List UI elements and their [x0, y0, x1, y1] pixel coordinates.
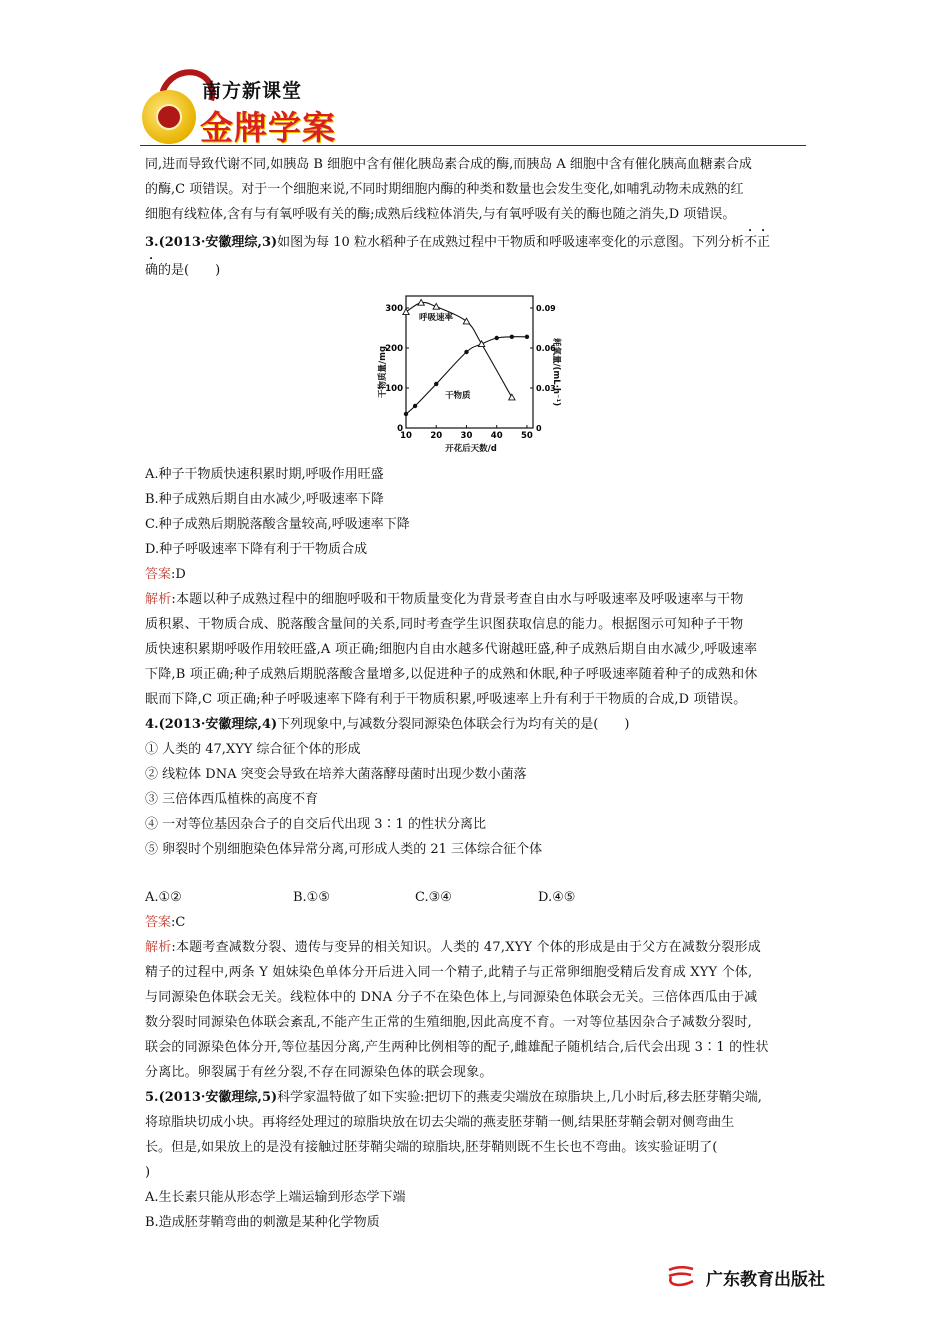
statement-item: ③ 三倍体西瓜植株的高度不育 [145, 792, 319, 807]
analysis-line: 解析:本题考查减数分裂、遗传与变异的相关知识。人类的 47,XYY 个体的形成是由于父方在减数分裂形成 [145, 940, 761, 955]
x-axis-label: 开花后天数/d [445, 444, 497, 454]
x-tick-label: 20 [430, 431, 443, 441]
header [140, 68, 810, 152]
analysis-line: 精子的过程中,两条 Y 姐妹染色单体分开后进入同一个精子,此精子与正常卵细胞受精后发育成 XYY 个体, [145, 965, 753, 980]
question-4-stem [145, 712, 810, 737]
respiration-point [403, 309, 409, 315]
brand-main: 金牌学案 [200, 108, 336, 147]
respiration-point [478, 341, 484, 347]
option-a: A.生长素只能从形态学上端运输到形态学下端 [145, 1190, 406, 1205]
option-d: D.种子呼吸速率下降有利于干物质合成 [145, 542, 368, 557]
y-left-label: 干物质量/mg [378, 345, 388, 399]
analysis-line: 质快速积累期呼吸作用较旺盛,A 项正确;细胞内自由水越多代谢越旺盛,种子成熟后期自由水减少,呼吸速率 [145, 642, 758, 657]
y-left-tick-label: 300 [385, 304, 403, 314]
option-c: C.③④ [415, 890, 452, 905]
analysis-line: 质积累、干物质合成、脱落酸含量间的关系,同时考查学生识图获取信息的能力。根据图示可知种子干物 [145, 617, 744, 632]
stem-emphasis: 不正 [743, 235, 770, 250]
stem-line: ) [145, 1165, 151, 1180]
analysis-line: 分离比。卵裂属于有丝分裂,不存在同源染色体的联会现象。 [145, 1065, 493, 1080]
analysis-label: 解析 [145, 592, 172, 607]
question-source: .(2013·安徽理综,5) [154, 1090, 278, 1105]
series-label-dry-matter: 干物质 [445, 391, 471, 401]
analysis-line: 下降,B 项正确;种子成熟后期脱落酸含量增多,以促进种子的成熟和休眠,种子呼吸速率随着种子的成熟和休 [145, 667, 758, 682]
brand-logo [140, 68, 370, 146]
option-b: B.种子成熟后期自由水减少,呼吸速率下降 [145, 492, 384, 507]
respiration-point [509, 394, 515, 400]
option-b: B.造成胚芽鞘弯曲的刺激是某种化学物质 [145, 1215, 380, 1230]
analysis-line: 与同源染色体联会无关。线粒体中的 DNA 分子不在染色体上,与同源染色体联会无关。三倍体西瓜由于减 [145, 990, 758, 1005]
header-divider [140, 145, 806, 146]
question-number: 4 [145, 717, 155, 732]
analysis-line: 解析:本题以种子成熟过程中的细胞呼吸和干物质量变化为背景考查自由水与呼吸速率及呼吸速率与干物 [145, 592, 744, 607]
option-b: B.①⑤ [293, 890, 330, 905]
x-tick-label: 10 [400, 431, 412, 441]
question-3-stem-cont [145, 255, 810, 282]
analysis-line: 眠而下降,C 项正确;种子呼吸速率下降有利于干物质积累,呼吸速率上升有利于干物质的合成,D 项错误。 [145, 692, 747, 707]
respiration-point [433, 303, 439, 309]
y-left-tick-label: 100 [385, 384, 403, 394]
dry-matter-point [434, 382, 438, 386]
stem-line: 将琼脂块切成小块。再将经处理过的琼脂块放在切去尖端的燕麦胚芽鞘一侧,结果胚芽鞘会朝对侧弯曲生 [145, 1115, 735, 1130]
analysis-label: 解析 [145, 940, 172, 955]
dry-matter-point [404, 412, 408, 416]
dry-matter-point [510, 335, 514, 339]
question-3-stem [145, 227, 810, 255]
option-a: A.①② [145, 890, 182, 905]
stem-text: 下列现象中,与减数分裂同源染色体联会行为均有关的是( ) [277, 717, 630, 732]
question-5-stem [145, 1085, 810, 1110]
y-right-tick-label: 0.09 [536, 304, 556, 313]
stem-line: 长。但是,如果放上的是没有接触过胚芽鞘尖端的琼脂块,胚芽鞘则既不生长也不弯曲。该实验证明了( [145, 1140, 718, 1155]
y-left-tick-label: 0 [397, 424, 403, 434]
main-content [145, 152, 810, 1235]
option-a: A.种子干物质快速积累时期,呼吸作用旺盛 [145, 467, 384, 482]
analysis-line: 联会的同源染色体分开,等位基因分离,产生两种比例相等的配子,雌雄配子随机结合,后代会出现 3∶1 的性状 [145, 1040, 769, 1055]
stem-emphasis: 确 [145, 263, 159, 278]
brand-top: 南方新课堂 [202, 80, 303, 102]
answer-value: :C [171, 915, 186, 930]
analysis-line: 数分裂时同源染色体联会紊乱,不能产生正常的生殖细胞,因此高度不育。一对等位基因杂合子减数分裂时, [145, 1015, 752, 1030]
footer [666, 1264, 866, 1292]
respiration-point [463, 318, 469, 324]
stem-text: 的是( ) [158, 263, 221, 278]
question-number: 5 [145, 1090, 155, 1105]
answer-label: 答案 [145, 915, 172, 930]
question-number: 3 [145, 235, 155, 250]
answer [145, 562, 810, 587]
intro-line: 的酶,C 项错误。对于一个细胞来说,不同时期细胞内酶的种类和数量也会发生变化,如哺乳动物未成熟的红 [145, 182, 744, 197]
statement-item: ④ 一对等位基因杂合子的自交后代出现 3∶1 的性状分离比 [145, 817, 486, 832]
options-row [145, 885, 810, 910]
dry-matter-point [464, 350, 468, 354]
series-line-dry-matter [406, 337, 527, 414]
stem-text: 科学家温特做了如下实验:把切下的燕麦尖端放在琼脂块上,几小时后,移去胚芽鞘尖端, [277, 1090, 762, 1105]
dry-matter-point [495, 336, 499, 340]
statement-item: ⑤ 卵裂时个别细胞染色体异常分离,可形成人类的 21 三体综合征个体 [145, 842, 543, 857]
series-label-respiration: 呼吸速率 [419, 313, 454, 323]
x-tick-label: 50 [521, 431, 533, 441]
y-right-label: 耗氧量/(mL·h⁻¹) [551, 337, 561, 407]
y-right-tick-label: 0 [536, 424, 542, 433]
option-d: D.④⑤ [538, 890, 576, 905]
dry-matter-respiration-chart [373, 288, 563, 456]
answer-label: 答案 [145, 567, 172, 582]
y-right-tick-label: 0.06 [536, 344, 556, 353]
publisher-name: 广东教育出版社 [706, 1270, 825, 1290]
statement-item: ① 人类的 47,XYY 综合征个体的形成 [145, 742, 361, 757]
dry-matter-point [525, 335, 529, 339]
answer [145, 910, 810, 935]
answer-value: :D [171, 567, 186, 582]
question-source: .(2013·安徽理综,4) [154, 717, 278, 732]
y-right-tick-label: 0.03 [536, 384, 556, 393]
publisher-logo-icon [666, 1266, 696, 1288]
question-source: .(2013·安徽理综,3) [154, 235, 278, 250]
statement-item: ② 线粒体 DNA 突变会导致在培养大菌落酵母菌时出现少数小菌落 [145, 767, 527, 782]
logo-medal-icon [142, 90, 196, 144]
stem-text: 如图为每 10 粒水稻种子在成熟过程中干物质和呼吸速率变化的示意图。下列分析 [277, 235, 744, 250]
y-left-tick-label: 200 [385, 344, 403, 354]
intro-line: 细胞有线粒体,含有与有氧呼吸有关的酶;成熟后线粒体消失,与有氧呼吸有关的酶也随之消失,D 项错误。 [145, 207, 736, 222]
figure [145, 288, 810, 456]
x-tick-label: 30 [460, 431, 473, 441]
x-tick-label: 40 [490, 431, 503, 441]
intro-line: 同,进而导致代谢不同,如胰岛 B 细胞中含有催化胰岛素合成的酶,而胰岛 A 细胞中含有催化胰高血糖素合成 [145, 157, 752, 172]
dry-matter-point [413, 404, 417, 408]
option-c: C.种子成熟后期脱落酸含量较高,呼吸速率下降 [145, 517, 410, 532]
